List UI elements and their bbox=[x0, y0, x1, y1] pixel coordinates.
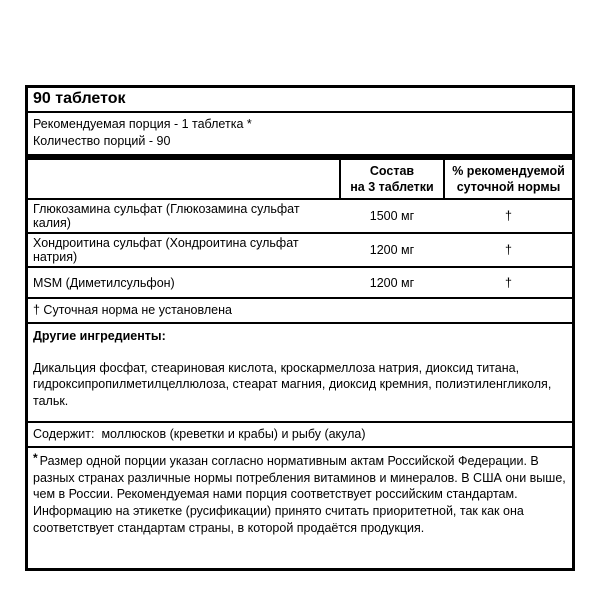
ingredient-row-msm bbox=[28, 268, 572, 299]
other-ingredients-list: Дикальция фосфат, стеариновая кислота, кроскармеллоза натрия, диоксид титана, гидроксипропилметилцеллюлоза, стеарат магния, диоксид кремния, полиэтиленгликоля, тальк. bbox=[33, 360, 552, 408]
footnote-text: Размер одной порции указан согласно нормативным актам Российской Федерации. В разных странах различные нормы потребления витаминов и минералов. В США они выше, чем в России. Рекомендуемая нами порция соответствует российским стандартам. Информацию на этикетке (русификации) принято считать приоритетной, так как она соответствует стандартам страны, в которой продаётся продукция. bbox=[33, 454, 566, 535]
tablet-count-header: 90 таблеток bbox=[28, 88, 572, 113]
ingredient-amount: 1500 мг bbox=[369, 209, 415, 223]
ingredient-row-chondroitin bbox=[28, 234, 572, 268]
column-header-dv-line1: % рекомендуемой bbox=[452, 163, 565, 178]
other-ingredients-title: Другие ингредиенты: bbox=[33, 329, 166, 343]
ingredient-name: Хондроитина сульфат (Хондроитина сульфат натрия) bbox=[33, 236, 299, 264]
ingredient-name: MSM (Диметилсульфон) bbox=[33, 275, 175, 290]
column-header-amount-line2: на 3 таблетки bbox=[350, 179, 434, 194]
ingredient-daily-value: † bbox=[505, 275, 512, 290]
column-header-daily-value bbox=[445, 160, 572, 199]
column-header-ingredient bbox=[28, 160, 339, 199]
ingredient-row-glucosamine bbox=[28, 200, 572, 234]
supplement-facts-table bbox=[25, 85, 575, 571]
ingredient-name: Глюкозамина сульфат (Глюкозамина сульфат калия) bbox=[33, 202, 300, 230]
column-header-dv-line2: суточной нормы bbox=[456, 179, 561, 194]
ingredient-daily-value: † bbox=[505, 243, 512, 257]
allergen-section bbox=[28, 423, 572, 448]
daily-value-note: † Суточная норма не установлена bbox=[28, 299, 572, 324]
column-header-amount bbox=[339, 160, 445, 199]
serving-info bbox=[28, 113, 572, 160]
allergen-text: моллюсков (креветки и крабы) и рыбу (акула) bbox=[101, 427, 366, 441]
ingredient-amount: 1200 мг bbox=[369, 243, 415, 257]
ingredient-amount: 1200 мг bbox=[369, 275, 415, 290]
footnote-section bbox=[28, 448, 572, 568]
servings-per-container-line: Количество порций - 90 bbox=[33, 133, 171, 148]
ingredient-daily-value: † bbox=[505, 209, 512, 223]
other-ingredients-section bbox=[28, 324, 572, 423]
footnote-asterisk: * bbox=[33, 451, 38, 465]
column-header-amount-line1: Состав bbox=[369, 163, 415, 178]
allergen-label: Содержит: bbox=[33, 427, 95, 441]
serving-size-line: Рекомендуемая порция - 1 таблетка * bbox=[33, 117, 252, 131]
column-header-row bbox=[28, 160, 572, 201]
